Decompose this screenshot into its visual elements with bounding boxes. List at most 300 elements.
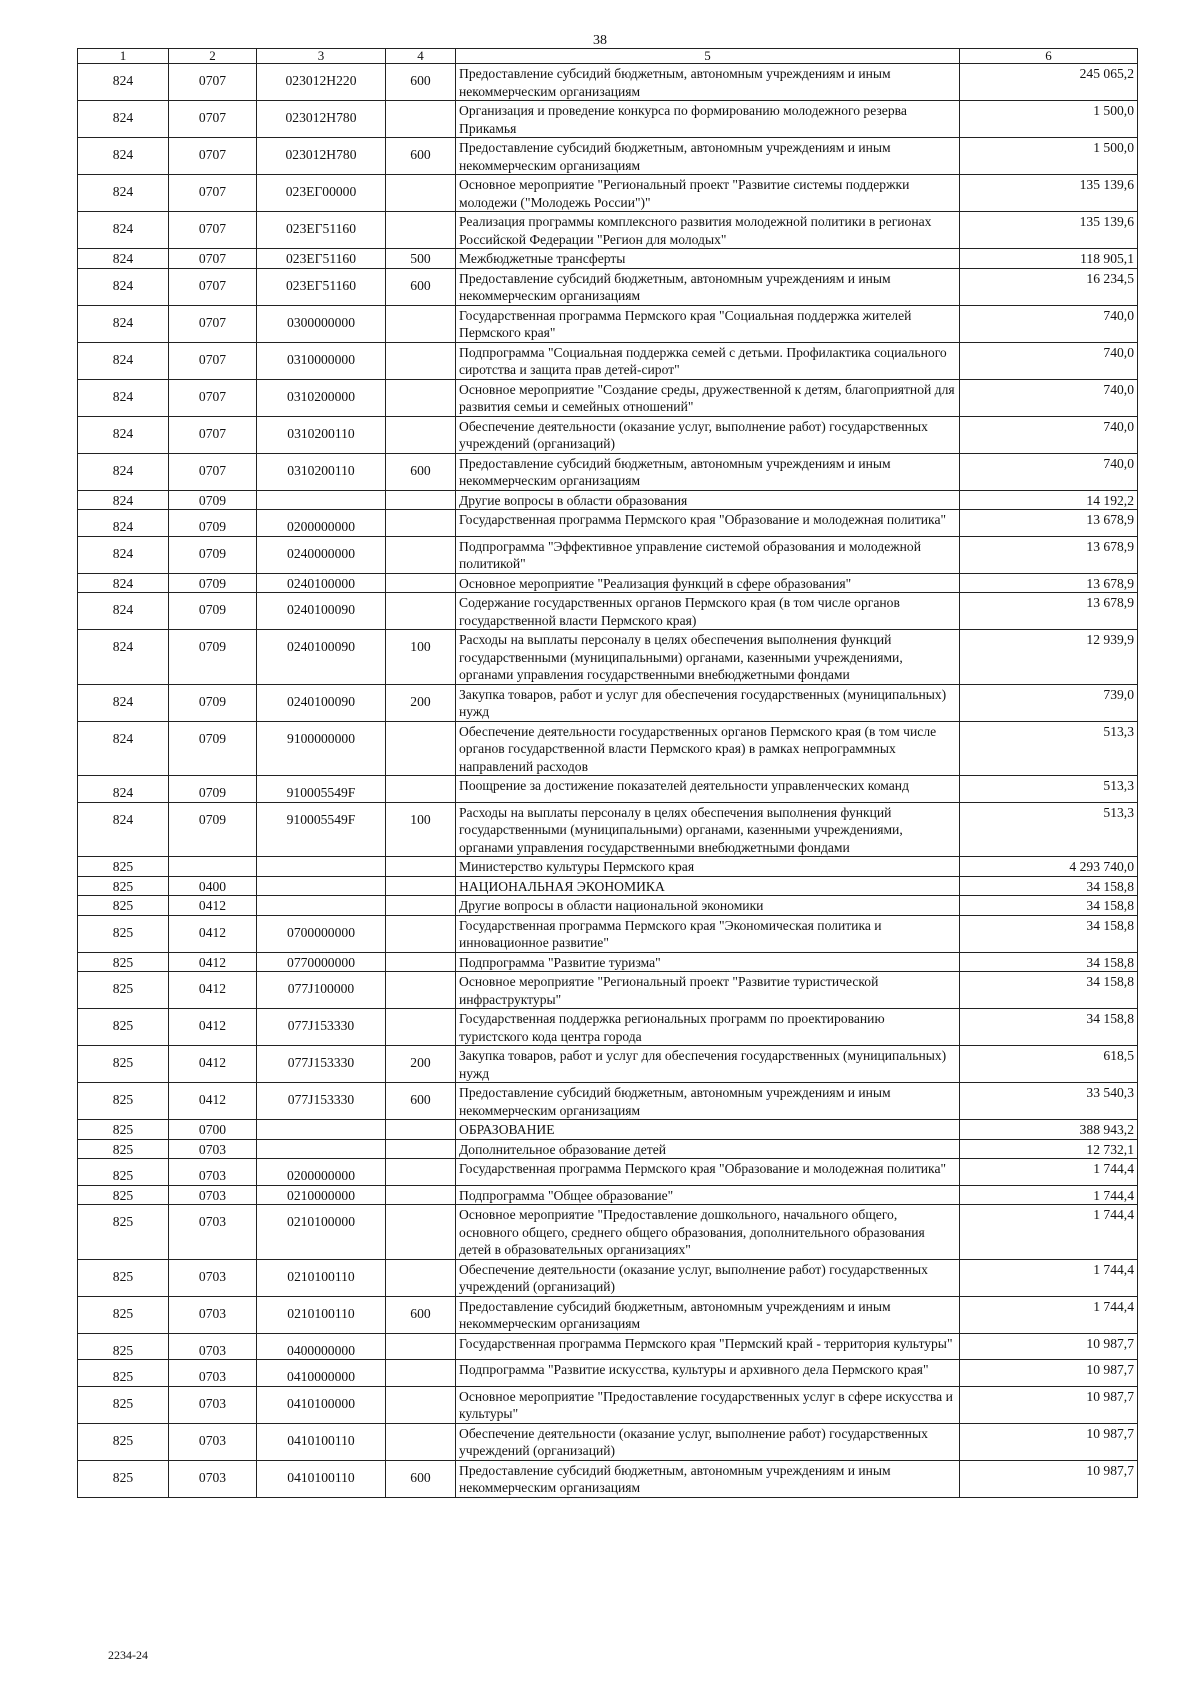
cell-expense-type-code bbox=[386, 915, 456, 952]
cell-target-article-code: 077J100000 bbox=[257, 972, 386, 1009]
footer-document-code: 2234-24 bbox=[108, 1648, 148, 1662]
cell-description: Обеспечение деятельности (оказание услуг, выполнение работ) государственных учреждений (организаций) bbox=[456, 1423, 960, 1460]
cell-description: Расходы на выплаты персоналу в целях обеспечения выполнения функций государственными (муниципальными) органами, казенными учреждениями, органами управления государственными внебюджетными фондами bbox=[456, 630, 960, 685]
cell-expense-type-code bbox=[386, 1159, 456, 1186]
cell-expense-type-code bbox=[386, 896, 456, 916]
cell-target-article-code: 023ЕГ51160 bbox=[257, 268, 386, 305]
cell-ministry-code: 824 bbox=[78, 305, 169, 342]
cell-target-article-code bbox=[257, 490, 386, 510]
cell-amount: 10 987,7 bbox=[960, 1360, 1138, 1387]
cell-amount: 34 158,8 bbox=[960, 915, 1138, 952]
table-row bbox=[78, 1159, 1138, 1186]
cell-amount: 618,5 bbox=[960, 1046, 1138, 1083]
cell-section-code bbox=[169, 857, 257, 877]
header-col-6: 6 bbox=[960, 49, 1138, 64]
cell-amount: 740,0 bbox=[960, 416, 1138, 453]
cell-target-article-code bbox=[257, 1120, 386, 1140]
cell-target-article-code: 0400000000 bbox=[257, 1333, 386, 1360]
cell-description: Государственная программа Пермского края "Экономическая политика и инновационное развитие" bbox=[456, 915, 960, 952]
cell-expense-type-code bbox=[386, 175, 456, 212]
header-col-1: 1 bbox=[78, 49, 169, 64]
cell-description: Подпрограмма "Социальная поддержка семей с детьми. Профилактика социального сиротства и защита прав детей-сирот" bbox=[456, 342, 960, 379]
cell-target-article-code: 0200000000 bbox=[257, 510, 386, 537]
cell-description: Закупка товаров, работ и услуг для обеспечения государственных (муниципальных) нужд bbox=[456, 1046, 960, 1083]
cell-amount: 739,0 bbox=[960, 684, 1138, 721]
cell-expense-type-code: 600 bbox=[386, 268, 456, 305]
cell-target-article-code: 023ЕГ00000 bbox=[257, 175, 386, 212]
cell-section-code: 0703 bbox=[169, 1139, 257, 1159]
cell-amount: 34 158,8 bbox=[960, 1009, 1138, 1046]
cell-description: Обеспечение деятельности (оказание услуг, выполнение работ) государственных учреждений (организаций) bbox=[456, 416, 960, 453]
cell-expense-type-code bbox=[386, 1360, 456, 1387]
cell-target-article-code: 0210100110 bbox=[257, 1296, 386, 1333]
cell-amount: 1 744,4 bbox=[960, 1296, 1138, 1333]
cell-expense-type-code bbox=[386, 952, 456, 972]
cell-amount: 34 158,8 bbox=[960, 876, 1138, 896]
cell-target-article-code: 0240100090 bbox=[257, 684, 386, 721]
cell-ministry-code: 824 bbox=[78, 416, 169, 453]
cell-ministry-code: 825 bbox=[78, 1046, 169, 1083]
cell-target-article-code: 0210100000 bbox=[257, 1205, 386, 1260]
table-row bbox=[78, 972, 1138, 1009]
cell-ministry-code: 825 bbox=[78, 1360, 169, 1387]
cell-ministry-code: 824 bbox=[78, 630, 169, 685]
cell-amount: 135 139,6 bbox=[960, 175, 1138, 212]
cell-description: Предоставление субсидий бюджетным, автономным учреждениям и иным некоммерческим организациям bbox=[456, 268, 960, 305]
cell-amount: 388 943,2 bbox=[960, 1120, 1138, 1140]
table-row bbox=[78, 1386, 1138, 1423]
cell-description: Обеспечение деятельности государственных органов Пермского края (в том числе органов государственной власти Пермского края) в рамках непрограммных направлений расходов bbox=[456, 721, 960, 776]
cell-section-code: 0412 bbox=[169, 952, 257, 972]
cell-expense-type-code bbox=[386, 510, 456, 537]
cell-section-code: 0703 bbox=[169, 1333, 257, 1360]
cell-description: Обеспечение деятельности (оказание услуг, выполнение работ) государственных учреждений (организаций) bbox=[456, 1259, 960, 1296]
table-row bbox=[78, 1185, 1138, 1205]
table-row bbox=[78, 416, 1138, 453]
cell-amount: 1 744,4 bbox=[960, 1205, 1138, 1260]
cell-description: Другие вопросы в области национальной экономики bbox=[456, 896, 960, 916]
cell-section-code: 0709 bbox=[169, 630, 257, 685]
cell-section-code: 0709 bbox=[169, 802, 257, 857]
cell-amount: 12 732,1 bbox=[960, 1139, 1138, 1159]
cell-section-code: 0707 bbox=[169, 453, 257, 490]
cell-description: Основное мероприятие "Создание среды, дружественной к детям, благоприятной для развития семьи и семейных отношений" bbox=[456, 379, 960, 416]
cell-target-article-code: 0310000000 bbox=[257, 342, 386, 379]
cell-ministry-code: 825 bbox=[78, 1159, 169, 1186]
table-row bbox=[78, 1360, 1138, 1387]
cell-expense-type-code: 100 bbox=[386, 802, 456, 857]
cell-section-code: 0412 bbox=[169, 972, 257, 1009]
cell-section-code: 0412 bbox=[169, 915, 257, 952]
cell-section-code: 0412 bbox=[169, 1009, 257, 1046]
table-row bbox=[78, 1205, 1138, 1260]
table-row bbox=[78, 1259, 1138, 1296]
cell-ministry-code: 825 bbox=[78, 1333, 169, 1360]
table-row bbox=[78, 896, 1138, 916]
cell-description: Расходы на выплаты персоналу в целях обеспечения выполнения функций государственными (муниципальными) органами, казенными учреждениями, органами управления государственными внебюджетными фондами bbox=[456, 802, 960, 857]
cell-section-code: 0709 bbox=[169, 721, 257, 776]
cell-target-article-code: 0240100000 bbox=[257, 573, 386, 593]
cell-section-code: 0709 bbox=[169, 684, 257, 721]
cell-ministry-code: 824 bbox=[78, 593, 169, 630]
cell-target-article-code: 0310200000 bbox=[257, 379, 386, 416]
cell-target-article-code: 0210100110 bbox=[257, 1259, 386, 1296]
cell-amount: 14 192,2 bbox=[960, 490, 1138, 510]
cell-amount: 135 139,6 bbox=[960, 212, 1138, 249]
cell-description: Подпрограмма "Развитие туризма" bbox=[456, 952, 960, 972]
cell-ministry-code: 824 bbox=[78, 536, 169, 573]
cell-target-article-code: 023ЕГ51160 bbox=[257, 212, 386, 249]
cell-section-code: 0709 bbox=[169, 510, 257, 537]
cell-section-code: 0707 bbox=[169, 416, 257, 453]
cell-target-article-code: 0210000000 bbox=[257, 1185, 386, 1205]
cell-amount: 1 744,4 bbox=[960, 1259, 1138, 1296]
cell-target-article-code: 023ЕГ51160 bbox=[257, 249, 386, 269]
cell-amount: 10 987,7 bbox=[960, 1333, 1138, 1360]
cell-expense-type-code: 600 bbox=[386, 64, 456, 101]
cell-expense-type-code bbox=[386, 1139, 456, 1159]
cell-ministry-code: 824 bbox=[78, 453, 169, 490]
cell-target-article-code: 0310200110 bbox=[257, 453, 386, 490]
cell-description: Основное мероприятие "Региональный проект "Развитие туристической инфраструктуры" bbox=[456, 972, 960, 1009]
table-row bbox=[78, 1423, 1138, 1460]
cell-expense-type-code: 100 bbox=[386, 630, 456, 685]
cell-target-article-code: 0240100090 bbox=[257, 630, 386, 685]
cell-section-code: 0707 bbox=[169, 268, 257, 305]
table-row bbox=[78, 268, 1138, 305]
cell-description: Содержание государственных органов Пермского края (в том числе органов государственной власти Пермского края) bbox=[456, 593, 960, 630]
cell-section-code: 0700 bbox=[169, 1120, 257, 1140]
cell-description: Поощрение за достижение показателей деятельности управленческих команд bbox=[456, 776, 960, 803]
cell-ministry-code: 825 bbox=[78, 1460, 169, 1497]
cell-ministry-code: 824 bbox=[78, 490, 169, 510]
header-row bbox=[78, 49, 1138, 64]
table-row bbox=[78, 138, 1138, 175]
cell-expense-type-code: 600 bbox=[386, 1460, 456, 1497]
cell-expense-type-code bbox=[386, 416, 456, 453]
table-row bbox=[78, 510, 1138, 537]
table-row bbox=[78, 1460, 1138, 1497]
cell-ministry-code: 825 bbox=[78, 1083, 169, 1120]
cell-ministry-code: 824 bbox=[78, 342, 169, 379]
cell-amount: 740,0 bbox=[960, 379, 1138, 416]
cell-description: Предоставление субсидий бюджетным, автономным учреждениям и иным некоммерческим организациям bbox=[456, 1296, 960, 1333]
cell-ministry-code: 824 bbox=[78, 268, 169, 305]
table-row bbox=[78, 379, 1138, 416]
cell-target-article-code bbox=[257, 857, 386, 877]
cell-target-article-code: 910005549F bbox=[257, 802, 386, 857]
cell-section-code: 0703 bbox=[169, 1460, 257, 1497]
cell-amount: 13 678,9 bbox=[960, 536, 1138, 573]
header-col-2: 2 bbox=[169, 49, 257, 64]
cell-section-code: 0703 bbox=[169, 1159, 257, 1186]
cell-amount: 10 987,7 bbox=[960, 1460, 1138, 1497]
table-row bbox=[78, 342, 1138, 379]
table-row bbox=[78, 952, 1138, 972]
cell-section-code: 0707 bbox=[169, 342, 257, 379]
cell-section-code: 0703 bbox=[169, 1205, 257, 1260]
cell-expense-type-code bbox=[386, 1333, 456, 1360]
cell-amount: 740,0 bbox=[960, 342, 1138, 379]
cell-expense-type-code bbox=[386, 1205, 456, 1260]
cell-section-code: 0412 bbox=[169, 896, 257, 916]
cell-description: Подпрограмма "Развитие искусства, культуры и архивного дела Пермского края" bbox=[456, 1360, 960, 1387]
table-row bbox=[78, 1120, 1138, 1140]
cell-amount: 13 678,9 bbox=[960, 573, 1138, 593]
cell-target-article-code: 0240000000 bbox=[257, 536, 386, 573]
cell-description: Предоставление субсидий бюджетным, автономным учреждениям и иным некоммерческим организациям bbox=[456, 64, 960, 101]
cell-section-code: 0709 bbox=[169, 573, 257, 593]
cell-section-code: 0709 bbox=[169, 490, 257, 510]
table-row bbox=[78, 630, 1138, 685]
cell-expense-type-code bbox=[386, 379, 456, 416]
cell-amount: 513,3 bbox=[960, 721, 1138, 776]
cell-description: Дополнительное образование детей bbox=[456, 1139, 960, 1159]
cell-section-code: 0709 bbox=[169, 536, 257, 573]
cell-expense-type-code bbox=[386, 1009, 456, 1046]
cell-description: Министерство культуры Пермского края bbox=[456, 857, 960, 877]
cell-target-article-code: 0410100110 bbox=[257, 1423, 386, 1460]
cell-target-article-code: 0410100110 bbox=[257, 1460, 386, 1497]
table-row bbox=[78, 64, 1138, 101]
cell-expense-type-code bbox=[386, 1259, 456, 1296]
cell-expense-type-code bbox=[386, 1423, 456, 1460]
cell-description: Предоставление субсидий бюджетным, автономным учреждениям и иным некоммерческим организациям bbox=[456, 1083, 960, 1120]
cell-amount: 12 939,9 bbox=[960, 630, 1138, 685]
cell-expense-type-code: 200 bbox=[386, 1046, 456, 1083]
cell-target-article-code: 077J153330 bbox=[257, 1083, 386, 1120]
cell-target-article-code: 9100000000 bbox=[257, 721, 386, 776]
cell-section-code: 0707 bbox=[169, 64, 257, 101]
cell-amount: 245 065,2 bbox=[960, 64, 1138, 101]
cell-expense-type-code: 600 bbox=[386, 1296, 456, 1333]
cell-expense-type-code bbox=[386, 1386, 456, 1423]
cell-ministry-code: 825 bbox=[78, 1120, 169, 1140]
table-row bbox=[78, 536, 1138, 573]
cell-section-code: 0703 bbox=[169, 1296, 257, 1333]
cell-description: Межбюджетные трансферты bbox=[456, 249, 960, 269]
table-row bbox=[78, 1333, 1138, 1360]
cell-expense-type-code bbox=[386, 573, 456, 593]
cell-expense-type-code: 600 bbox=[386, 453, 456, 490]
cell-ministry-code: 825 bbox=[78, 1139, 169, 1159]
cell-description: Государственная программа Пермского края "Социальная поддержка жителей Пермского края" bbox=[456, 305, 960, 342]
cell-ministry-code: 824 bbox=[78, 573, 169, 593]
table-body bbox=[78, 64, 1138, 1498]
cell-expense-type-code bbox=[386, 876, 456, 896]
cell-description: Организация и проведение конкурса по формированию молодежного резерва Прикамья bbox=[456, 101, 960, 138]
cell-section-code: 0707 bbox=[169, 379, 257, 416]
cell-expense-type-code bbox=[386, 342, 456, 379]
table-row bbox=[78, 1046, 1138, 1083]
cell-target-article-code: 023012Н780 bbox=[257, 138, 386, 175]
cell-target-article-code: 0310200110 bbox=[257, 416, 386, 453]
cell-ministry-code: 825 bbox=[78, 1259, 169, 1296]
cell-description: Государственная программа Пермского края "Образование и молодежная политика" bbox=[456, 510, 960, 537]
table-row bbox=[78, 101, 1138, 138]
cell-amount: 740,0 bbox=[960, 305, 1138, 342]
cell-expense-type-code: 500 bbox=[386, 249, 456, 269]
cell-section-code: 0707 bbox=[169, 305, 257, 342]
cell-amount: 1 500,0 bbox=[960, 101, 1138, 138]
cell-expense-type-code bbox=[386, 857, 456, 877]
cell-section-code: 0412 bbox=[169, 1083, 257, 1120]
cell-ministry-code: 824 bbox=[78, 212, 169, 249]
cell-amount: 34 158,8 bbox=[960, 972, 1138, 1009]
cell-ministry-code: 824 bbox=[78, 101, 169, 138]
cell-ministry-code: 824 bbox=[78, 64, 169, 101]
cell-ministry-code: 825 bbox=[78, 876, 169, 896]
cell-description: Государственная программа Пермского края "Пермский край - территория культуры" bbox=[456, 1333, 960, 1360]
cell-target-article-code: 0300000000 bbox=[257, 305, 386, 342]
cell-ministry-code: 824 bbox=[78, 379, 169, 416]
cell-target-article-code bbox=[257, 896, 386, 916]
table-row bbox=[78, 212, 1138, 249]
cell-ministry-code: 825 bbox=[78, 915, 169, 952]
cell-description: Основное мероприятие "Предоставление дошкольного, начального общего, основного общего, среднего общего образования, дополнительного образования детей в образовательных организациях" bbox=[456, 1205, 960, 1260]
cell-amount: 4 293 740,0 bbox=[960, 857, 1138, 877]
cell-amount: 118 905,1 bbox=[960, 249, 1138, 269]
cell-description: Основное мероприятие "Региональный проект "Развитие системы поддержки молодежи ("Молодежь России")" bbox=[456, 175, 960, 212]
cell-target-article-code: 910005549F bbox=[257, 776, 386, 803]
cell-description: НАЦИОНАЛЬНАЯ ЭКОНОМИКА bbox=[456, 876, 960, 896]
cell-section-code: 0707 bbox=[169, 138, 257, 175]
header-col-5: 5 bbox=[456, 49, 960, 64]
cell-target-article-code: 0410000000 bbox=[257, 1360, 386, 1387]
table-row bbox=[78, 1139, 1138, 1159]
cell-description: Другие вопросы в области образования bbox=[456, 490, 960, 510]
cell-section-code: 0703 bbox=[169, 1360, 257, 1387]
cell-section-code: 0703 bbox=[169, 1259, 257, 1296]
table-row bbox=[78, 249, 1138, 269]
cell-section-code: 0703 bbox=[169, 1185, 257, 1205]
cell-amount: 1 744,4 bbox=[960, 1185, 1138, 1205]
cell-target-article-code: 0200000000 bbox=[257, 1159, 386, 1186]
table-row bbox=[78, 915, 1138, 952]
table-row bbox=[78, 593, 1138, 630]
cell-amount: 1 744,4 bbox=[960, 1159, 1138, 1186]
cell-expense-type-code bbox=[386, 101, 456, 138]
cell-ministry-code: 825 bbox=[78, 972, 169, 1009]
cell-section-code: 0709 bbox=[169, 776, 257, 803]
cell-amount: 513,3 bbox=[960, 776, 1138, 803]
cell-description: Государственная программа Пермского края "Образование и молодежная политика" bbox=[456, 1159, 960, 1186]
table-row bbox=[78, 857, 1138, 877]
cell-ministry-code: 825 bbox=[78, 1386, 169, 1423]
table-row bbox=[78, 573, 1138, 593]
header-col-3: 3 bbox=[257, 49, 386, 64]
cell-expense-type-code bbox=[386, 1120, 456, 1140]
cell-ministry-code: 825 bbox=[78, 1009, 169, 1046]
cell-expense-type-code bbox=[386, 972, 456, 1009]
cell-target-article-code: 0410100000 bbox=[257, 1386, 386, 1423]
table-row bbox=[78, 684, 1138, 721]
cell-ministry-code: 824 bbox=[78, 721, 169, 776]
cell-expense-type-code bbox=[386, 721, 456, 776]
cell-description: Предоставление субсидий бюджетным, автономным учреждениям и иным некоммерческим организациям bbox=[456, 138, 960, 175]
cell-amount: 10 987,7 bbox=[960, 1386, 1138, 1423]
cell-expense-type-code bbox=[386, 593, 456, 630]
cell-amount: 34 158,8 bbox=[960, 896, 1138, 916]
cell-description: Предоставление субсидий бюджетным, автономным учреждениям и иным некоммерческим организациям bbox=[456, 1460, 960, 1497]
cell-ministry-code: 824 bbox=[78, 684, 169, 721]
cell-description: Подпрограмма "Эффективное управление системой образования и молодежной политикой" bbox=[456, 536, 960, 573]
cell-section-code: 0703 bbox=[169, 1423, 257, 1460]
cell-target-article-code: 023012Н780 bbox=[257, 101, 386, 138]
table-row bbox=[78, 490, 1138, 510]
cell-ministry-code: 825 bbox=[78, 857, 169, 877]
cell-expense-type-code bbox=[386, 776, 456, 803]
cell-section-code: 0707 bbox=[169, 101, 257, 138]
cell-description: Подпрограмма "Общее образование" bbox=[456, 1185, 960, 1205]
table-row bbox=[78, 721, 1138, 776]
cell-section-code: 0707 bbox=[169, 175, 257, 212]
cell-description: ОБРАЗОВАНИЕ bbox=[456, 1120, 960, 1140]
cell-amount: 10 987,7 bbox=[960, 1423, 1138, 1460]
cell-expense-type-code: 200 bbox=[386, 684, 456, 721]
cell-amount: 740,0 bbox=[960, 453, 1138, 490]
cell-amount: 13 678,9 bbox=[960, 510, 1138, 537]
cell-description: Основное мероприятие "Предоставление государственных услуг в сфере искусства и культуры" bbox=[456, 1386, 960, 1423]
cell-expense-type-code bbox=[386, 305, 456, 342]
cell-ministry-code: 825 bbox=[78, 952, 169, 972]
cell-description: Реализация программы комплексного развития молодежной политики в регионах Российской Федерации "Регион для молодых" bbox=[456, 212, 960, 249]
cell-description: Предоставление субсидий бюджетным, автономным учреждениям и иным некоммерческим организациям bbox=[456, 453, 960, 490]
cell-target-article-code bbox=[257, 876, 386, 896]
cell-section-code: 0400 bbox=[169, 876, 257, 896]
table-row bbox=[78, 876, 1138, 896]
cell-ministry-code: 825 bbox=[78, 896, 169, 916]
cell-ministry-code: 825 bbox=[78, 1185, 169, 1205]
cell-expense-type-code: 600 bbox=[386, 138, 456, 175]
table-row bbox=[78, 1296, 1138, 1333]
cell-ministry-code: 824 bbox=[78, 776, 169, 803]
cell-section-code: 0709 bbox=[169, 593, 257, 630]
budget-table bbox=[77, 48, 1138, 1498]
cell-expense-type-code bbox=[386, 490, 456, 510]
cell-description: Закупка товаров, работ и услуг для обеспечения государственных (муниципальных) нужд bbox=[456, 684, 960, 721]
cell-ministry-code: 824 bbox=[78, 249, 169, 269]
cell-amount: 33 540,3 bbox=[960, 1083, 1138, 1120]
cell-ministry-code: 824 bbox=[78, 138, 169, 175]
cell-amount: 1 500,0 bbox=[960, 138, 1138, 175]
table-row bbox=[78, 1009, 1138, 1046]
cell-target-article-code: 023012Н220 bbox=[257, 64, 386, 101]
cell-amount: 16 234,5 bbox=[960, 268, 1138, 305]
cell-target-article-code: 077J153330 bbox=[257, 1046, 386, 1083]
cell-amount: 13 678,9 bbox=[960, 593, 1138, 630]
cell-target-article-code: 0770000000 bbox=[257, 952, 386, 972]
budget-table-wrapper bbox=[77, 48, 1137, 1498]
table-row bbox=[78, 453, 1138, 490]
cell-section-code: 0707 bbox=[169, 212, 257, 249]
cell-target-article-code: 077J153330 bbox=[257, 1009, 386, 1046]
header-col-4: 4 bbox=[386, 49, 456, 64]
cell-target-article-code: 0240100090 bbox=[257, 593, 386, 630]
cell-expense-type-code bbox=[386, 212, 456, 249]
cell-ministry-code: 825 bbox=[78, 1296, 169, 1333]
table-row bbox=[78, 776, 1138, 803]
cell-expense-type-code: 600 bbox=[386, 1083, 456, 1120]
cell-amount: 34 158,8 bbox=[960, 952, 1138, 972]
cell-target-article-code: 0700000000 bbox=[257, 915, 386, 952]
cell-description: Государственная поддержка региональных программ по проектированию туристского кода центра города bbox=[456, 1009, 960, 1046]
page-number: 38 bbox=[593, 33, 607, 48]
cell-description: Основное мероприятие "Реализация функций в сфере образования" bbox=[456, 573, 960, 593]
table-row bbox=[78, 1083, 1138, 1120]
cell-amount: 513,3 bbox=[960, 802, 1138, 857]
cell-ministry-code: 824 bbox=[78, 175, 169, 212]
